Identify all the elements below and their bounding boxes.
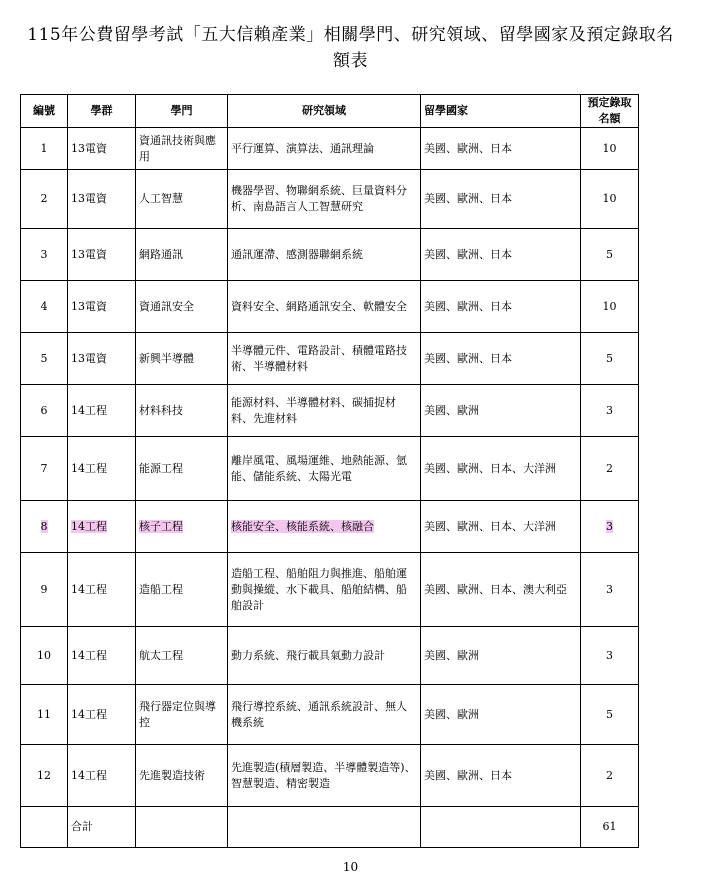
table-row (21, 437, 639, 501)
total-no-cell (21, 807, 68, 848)
header-no: 編號 (21, 95, 68, 128)
row-field-highlight: 核子工程 (139, 519, 183, 533)
row-research (228, 501, 421, 553)
row-no: 6 (21, 385, 68, 437)
row-quota: 10 (581, 281, 639, 333)
row-research: 飛行導控系統、通訊系統設計、無人機系統 (228, 685, 421, 745)
row-group: 13電資 (68, 229, 136, 281)
row-research: 資料安全、網路通訊安全、軟體安全 (228, 281, 421, 333)
row-quota: 2 (581, 437, 639, 501)
row-field: 能源工程 (136, 437, 228, 501)
row-no: 9 (21, 553, 68, 627)
table-row (21, 128, 639, 170)
row-field: 資通訊技術與應用 (136, 128, 228, 170)
row-group: 13電資 (68, 128, 136, 170)
total-value: 61 (581, 807, 639, 848)
quota-table (20, 94, 639, 848)
row-research: 動力系統、飛行載具氣動力設計 (228, 627, 421, 685)
row-group: 13電資 (68, 170, 136, 229)
row-quota-highlight: 3 (606, 519, 613, 533)
row-field: 造船工程 (136, 553, 228, 627)
row-country: 美國、歐洲、日本、澳大利亞 (421, 553, 581, 627)
total-empty-cell (136, 807, 228, 848)
row-quota: 5 (581, 333, 639, 385)
row-no: 10 (21, 627, 68, 685)
row-group-highlight: 14工程 (71, 519, 107, 533)
row-research: 平行運算、演算法、通訊理論 (228, 128, 421, 170)
row-no: 5 (21, 333, 68, 385)
row-field: 飛行器定位與導控 (136, 685, 228, 745)
header-research: 研究領域 (228, 95, 421, 128)
row-field (136, 501, 228, 553)
row-quota (581, 501, 639, 553)
table-row (21, 685, 639, 745)
row-no: 1 (21, 128, 68, 170)
row-no: 7 (21, 437, 68, 501)
total-row (21, 807, 639, 848)
total-label: 合計 (68, 807, 136, 848)
row-group: 14工程 (68, 385, 136, 437)
row-country: 美國、歐洲、日本、大洋洲 (421, 437, 581, 501)
row-field: 網路通訊 (136, 229, 228, 281)
row-no: 4 (21, 281, 68, 333)
row-quota: 3 (581, 627, 639, 685)
row-group (68, 501, 136, 553)
row-field: 材料科技 (136, 385, 228, 437)
table-row (21, 281, 639, 333)
table-header-row (21, 95, 639, 128)
table-row (21, 745, 639, 807)
row-group: 14工程 (68, 627, 136, 685)
row-research: 半導體元件、電路設計、積體電路技術、半導體材料 (228, 333, 421, 385)
row-country: 美國、歐洲、日本 (421, 170, 581, 229)
row-country: 美國、歐洲、日本、大洋洲 (421, 501, 581, 553)
row-quota: 3 (581, 385, 639, 437)
table-row (21, 229, 639, 281)
row-field: 資通訊安全 (136, 281, 228, 333)
row-quota: 3 (581, 553, 639, 627)
row-no: 3 (21, 229, 68, 281)
row-country: 美國、歐洲 (421, 385, 581, 437)
row-no: 2 (21, 170, 68, 229)
row-research: 通訊運滯、感測器聯網系統 (228, 229, 421, 281)
row-quota: 5 (581, 685, 639, 745)
row-field: 新興半導體 (136, 333, 228, 385)
row-country: 美國、歐洲 (421, 685, 581, 745)
row-country: 美國、歐洲、日本 (421, 229, 581, 281)
row-group: 14工程 (68, 553, 136, 627)
row-research: 機器學習、物聯網系統、巨量資料分析、南島語言人工智慧研究 (228, 170, 421, 229)
header-field: 學門 (136, 95, 228, 128)
row-field: 先進製造技術 (136, 745, 228, 807)
row-field: 人工智慧 (136, 170, 228, 229)
table-row (21, 170, 639, 229)
row-country: 美國、歐洲 (421, 627, 581, 685)
row-country: 美國、歐洲、日本 (421, 128, 581, 170)
row-country: 美國、歐洲、日本 (421, 281, 581, 333)
row-research: 造船工程、船舶阻力與推進、船舶運動與操縱、水下載具、船舶結構、船舶設計 (228, 553, 421, 627)
row-country: 美國、歐洲、日本 (421, 333, 581, 385)
total-empty-cell (228, 807, 421, 848)
row-group: 13電資 (68, 281, 136, 333)
page-title: 115年公費留學考試「五大信賴產業」相關學門、研究領域、留學國家及預定錄取名額表 (27, 25, 674, 71)
row-field: 航太工程 (136, 627, 228, 685)
header-country: 留學國家 (421, 95, 581, 128)
row-research: 先進製造(積層製造、半導體製造等)、智慧製造、精密製造 (228, 745, 421, 807)
row-research: 離岸風電、風場運維、地熱能源、氫能、儲能系統、太陽光電 (228, 437, 421, 501)
row-no: 12 (21, 745, 68, 807)
row-group: 14工程 (68, 437, 136, 501)
table-row (21, 385, 639, 437)
row-quota: 10 (581, 128, 639, 170)
total-empty-cell (421, 807, 581, 848)
row-no (21, 501, 68, 553)
table-row (21, 501, 639, 553)
table-row (21, 553, 639, 627)
table-row (21, 333, 639, 385)
row-group: 14工程 (68, 745, 136, 807)
header-group: 學群 (68, 95, 136, 128)
row-no-highlight: 8 (40, 519, 48, 533)
row-research: 能源材料、半導體材料、碳捕捉材料、先進材料 (228, 385, 421, 437)
header-quota: 預定錄取名額 (581, 95, 639, 128)
page-number: 10 (342, 860, 359, 874)
row-no: 11 (21, 685, 68, 745)
row-country: 美國、歐洲、日本 (421, 745, 581, 807)
row-group: 13電資 (68, 333, 136, 385)
row-research-highlight: 核能安全、核能系統、核融合 (231, 519, 374, 533)
row-quota: 10 (581, 170, 639, 229)
row-group: 14工程 (68, 685, 136, 745)
table-row (21, 627, 639, 685)
row-quota: 2 (581, 745, 639, 807)
row-quota: 5 (581, 229, 639, 281)
